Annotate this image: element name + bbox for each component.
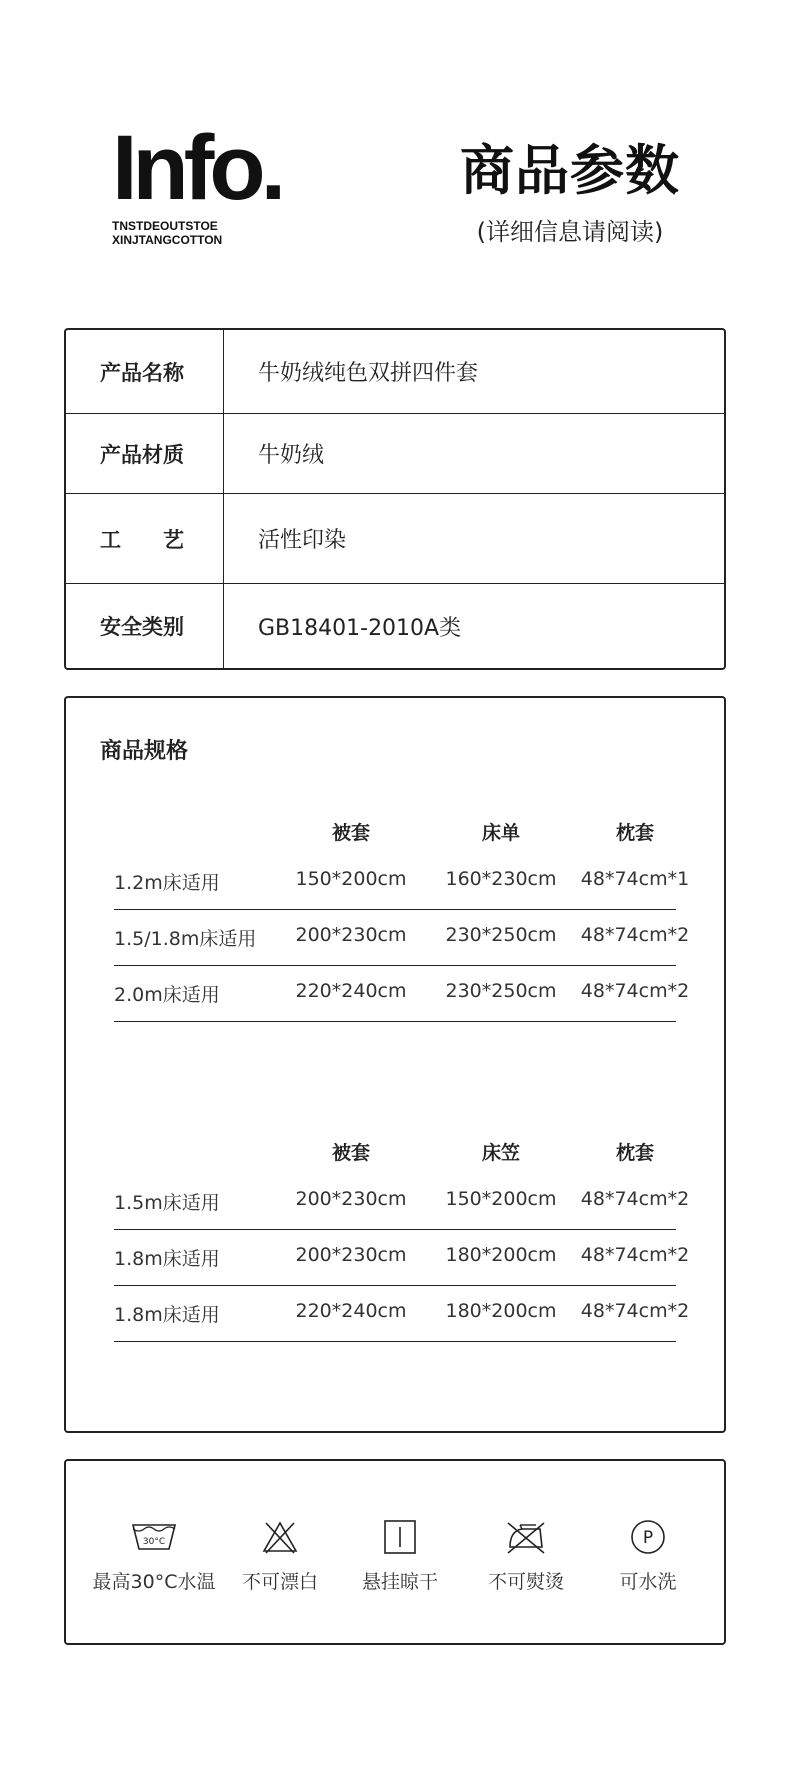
table-row bbox=[114, 1286, 690, 1342]
bed-size-cell: 2.0m床适用 bbox=[114, 984, 220, 1006]
info-label: 工 艺 bbox=[66, 494, 224, 583]
info-label: 产品名称 bbox=[66, 330, 224, 413]
care-instructions bbox=[64, 1459, 726, 1645]
table-row bbox=[114, 910, 690, 966]
page-subtitle: (详细信息请阅读) bbox=[476, 218, 664, 246]
bed-size-cell: 1.8m床适用 bbox=[114, 1248, 220, 1270]
size-cell: 200*230cm bbox=[295, 1244, 407, 1266]
care-item-bleach bbox=[210, 1517, 350, 1594]
care-item-wash bbox=[84, 1517, 224, 1594]
spec-section bbox=[64, 696, 726, 1433]
care-label: 不可漂白 bbox=[241, 1571, 318, 1593]
size-cell: 180*200cm bbox=[445, 1244, 557, 1266]
header-cell: 床笠 bbox=[481, 1142, 520, 1164]
table-row bbox=[114, 966, 690, 1022]
spec-title: 商品规格 bbox=[100, 739, 189, 764]
bed-size-cell: 1.5/1.8m床适用 bbox=[114, 928, 257, 950]
table-row bbox=[114, 854, 690, 910]
hang-dry-icon bbox=[330, 1517, 470, 1557]
care-label: 不可熨烫 bbox=[487, 1571, 564, 1593]
header-cell: 枕套 bbox=[615, 822, 654, 844]
bed-size-cell: 1.2m床适用 bbox=[114, 872, 220, 894]
size-cell: 200*230cm bbox=[295, 924, 407, 946]
table-row bbox=[114, 1174, 690, 1230]
no-bleach-icon bbox=[210, 1517, 350, 1557]
size-cell: 48*74cm*2 bbox=[580, 1188, 690, 1210]
page-title: 商品参数 bbox=[460, 139, 680, 202]
info-row-process bbox=[66, 494, 724, 584]
wash-temp-text: 30°C bbox=[142, 1537, 166, 1547]
brand-line-1: TNSTDEOUTSTOE bbox=[112, 219, 218, 233]
size-cell: 48*74cm*1 bbox=[580, 868, 690, 890]
size-cell: 220*240cm bbox=[295, 980, 407, 1002]
product-info-table bbox=[64, 328, 726, 670]
care-label: 悬挂晾干 bbox=[361, 1571, 438, 1593]
bed-size-cell: 1.8m床适用 bbox=[114, 1304, 220, 1326]
size-cell: 160*230cm bbox=[445, 868, 557, 890]
info-row-safety bbox=[66, 584, 724, 668]
size-cell: 230*250cm bbox=[445, 924, 557, 946]
header-cell: 床单 bbox=[481, 822, 520, 844]
size-cell: 150*200cm bbox=[445, 1188, 557, 1210]
info-row-material bbox=[66, 414, 724, 494]
size-cell: 230*250cm bbox=[445, 980, 557, 1002]
care-label: 可水洗 bbox=[619, 1571, 677, 1593]
size-cell: 48*74cm*2 bbox=[580, 1244, 690, 1266]
table-row bbox=[114, 1230, 690, 1286]
size-cell: 180*200cm bbox=[445, 1300, 557, 1322]
info-value: GB18401-2010A类 bbox=[258, 615, 462, 641]
info-row-name bbox=[66, 330, 724, 414]
care-item-hang bbox=[330, 1517, 470, 1594]
dry-clean-letter: P bbox=[642, 1528, 654, 1548]
wash-30-icon bbox=[84, 1517, 224, 1557]
page-header bbox=[0, 0, 790, 300]
care-item-dryclean bbox=[578, 1517, 718, 1594]
bed-size-cell: 1.5m床适用 bbox=[114, 1192, 220, 1214]
dry-clean-icon bbox=[578, 1517, 718, 1557]
size-cell: 48*74cm*2 bbox=[580, 924, 690, 946]
size-cell: 48*74cm*2 bbox=[580, 1300, 690, 1322]
size-cell: 48*74cm*2 bbox=[580, 980, 690, 1002]
size-cell: 220*240cm bbox=[295, 1300, 407, 1322]
brand-line-2: XINJTANGCOTTON bbox=[112, 233, 223, 247]
info-logo: Info. bbox=[112, 117, 282, 219]
info-value: 牛奶绒纯色双拼四件套 bbox=[258, 361, 479, 386]
info-label: 安全类别 bbox=[66, 584, 224, 668]
spec-table-header bbox=[114, 818, 676, 848]
no-iron-icon bbox=[456, 1517, 596, 1557]
care-label: 最高30°C水温 bbox=[92, 1571, 216, 1593]
header-cell: 被套 bbox=[331, 1142, 370, 1164]
size-cell: 200*230cm bbox=[295, 1188, 407, 1210]
header-cell: 被套 bbox=[331, 822, 370, 844]
header-cell: 枕套 bbox=[615, 1142, 654, 1164]
size-cell: 150*200cm bbox=[295, 868, 407, 890]
info-label: 产品材质 bbox=[66, 414, 224, 493]
spec-table-header bbox=[114, 1138, 676, 1168]
info-value: 活性印染 bbox=[258, 528, 347, 553]
care-item-iron bbox=[456, 1517, 596, 1594]
info-value: 牛奶绒 bbox=[258, 443, 325, 468]
